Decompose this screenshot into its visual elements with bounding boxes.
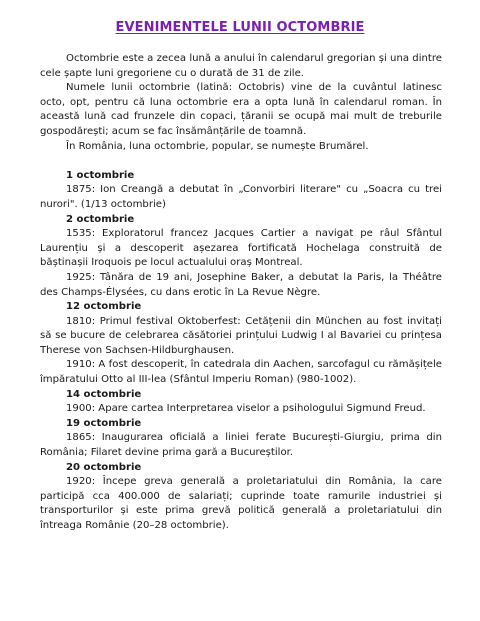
event-entry: 1865: Inaugurarea oficială a liniei ferate București-Giurgiu, prima din România; Filaret devine prima gară a Bucureștilor. bbox=[40, 432, 442, 459]
event-entry: 1910: A fost descoperit, în catedrala din Aachen, sarcofagul cu rămășițele împăratului Otto al III-lea (Sfântul Imperiu Roman) (980-1002). bbox=[40, 359, 442, 386]
intro-paragraph-1: Octombrie este a zecea lună a anului în calendarul gregorian și una dintre cele șapte luni gregoriene cu o durată de 31 de zile. bbox=[40, 53, 442, 79]
event-date: 14 octombrie bbox=[66, 388, 142, 400]
intro-paragraph-3: În România, luna octombrie, popular, se numește Brumărel. bbox=[66, 140, 369, 152]
spacer bbox=[40, 154, 442, 169]
event-entry: 1925: Tânăra de 19 ani, Josephine Baker, a debutat la Paris, la Théâtre des Champs-Élysées, cu dans erotic în La Revue Nègre. bbox=[40, 271, 442, 298]
event-entry: 1920: Începe greva generală a proletariatului din România, la care participă cca 400.000 de salariați; cuprinde toate ramurile industriei și transporturilor și este prima grevă politică generală a proletariatului din întreaga Românie (20–28 octombrie). bbox=[40, 476, 442, 531]
event-entry: 1875: Ion Creangă a debutat în „Convorbiri literare" cu „Soacra cu trei nurori". (1/13 octombrie) bbox=[40, 184, 442, 210]
intro-paragraph-2: Numele lunii octombrie (latină: Octobris) vine de la cuvântul latinesc octo, opt, pentru că luna octombrie era a opta lună în calendarul roman. În această lună cad frunzele din copaci, țăranii se ocupă mai mult de treburile gospodărești; acum se fac însămânțările de toamnă. bbox=[40, 82, 442, 137]
event-entry: 1535: Exploratorul francez Jacques Cartier a navigat pe râul Sfântul Laurențiu și a descoperit așezarea fortificată Hochelaga construită de băștinașii Iroquois pe locul actualului oraș Montreal. bbox=[40, 228, 442, 269]
event-date: 2 octombrie bbox=[66, 213, 135, 225]
event-date: 1 octombrie bbox=[66, 169, 135, 181]
event-date: 12 octombrie bbox=[66, 301, 142, 313]
event-date: 20 octombrie bbox=[66, 461, 142, 473]
page-title: EVENIMENTELE LUNII OCTOMBRIE bbox=[115, 20, 365, 35]
event-entry: 1900: Apare cartea Interpretarea viselor a psihologului Sigmund Freud. bbox=[66, 403, 426, 415]
event-entry: 1810: Primul festival Oktoberfest: Cetățenii din München au fost invitați să se bucure de celebrarea căsătoriei prințului Ludwig I al Bavariei cu prințesa Therese von Sachsen-Hildburghausen. bbox=[40, 315, 442, 356]
event-date: 19 octombrie bbox=[66, 417, 142, 429]
document-body bbox=[40, 52, 442, 534]
